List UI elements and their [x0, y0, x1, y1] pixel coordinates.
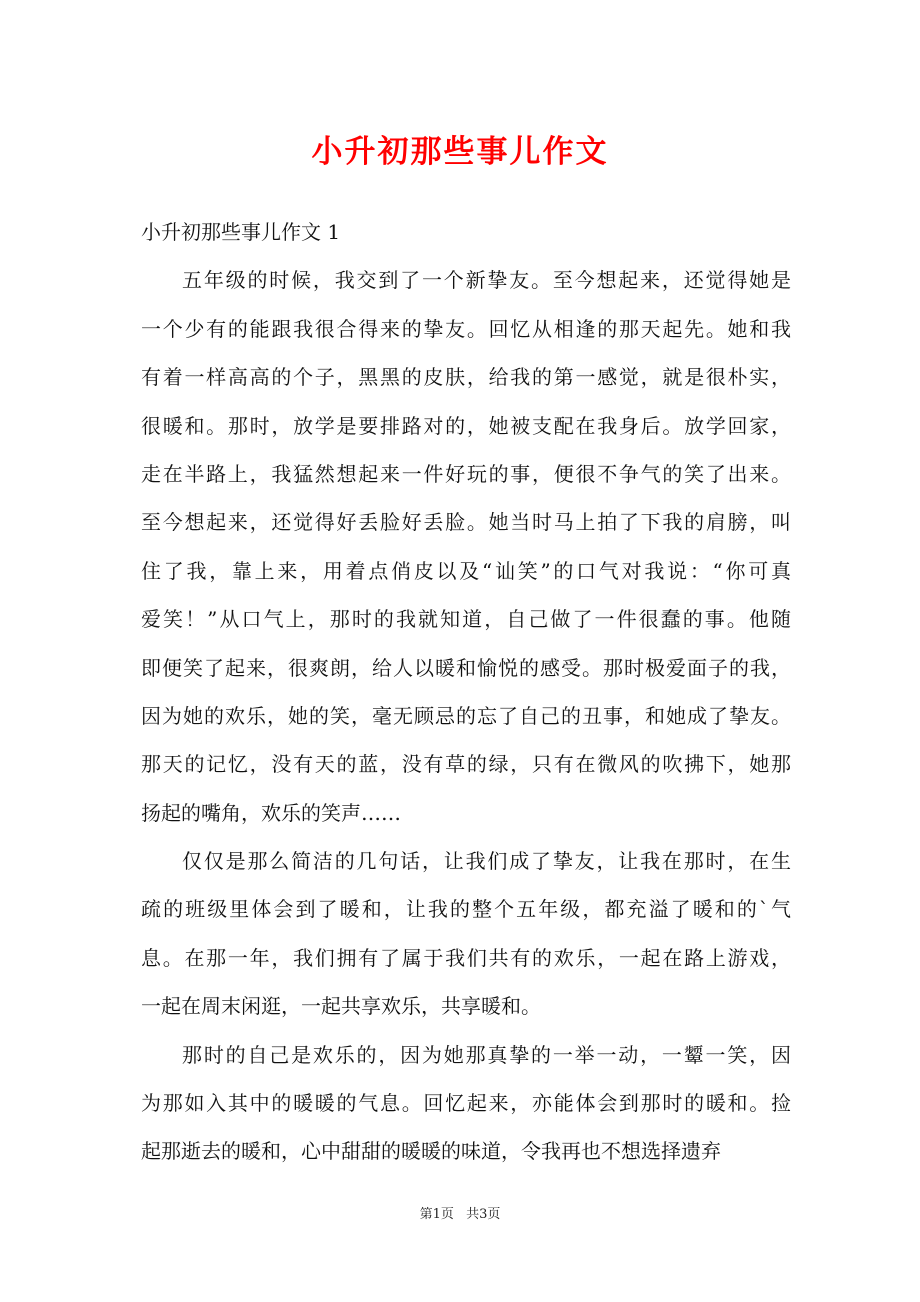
paragraph-line: 住了我，靠上来，用着点俏皮以及“讪笑”的口气对我说：“你可真	[141, 558, 791, 583]
section-heading: 小升初那些事儿作文 1	[141, 220, 341, 244]
paragraph-line: 息。在那一年，我们拥有了属于我们共有的欢乐，一起在路上游戏，	[141, 945, 791, 970]
paragraph-line: 为那如入其中的暖暖的气息。回忆起来，亦能体会到那时的暖和。捡	[141, 1091, 791, 1116]
paragraph-line: 疏的班级里体会到了暖和，让我的整个五年级，都充溢了暖和的`气	[141, 897, 791, 922]
paragraph-line: 很暖和。那时，放学是要排路对的，她被支配在我身后。放学回家，	[141, 413, 791, 438]
paragraph-line: 起那逝去的暖和，心中甜甜的暖暖的味道，令我再也不想选择遗弃	[141, 1139, 721, 1164]
paragraph-line: 一个少有的能跟我很合得来的挚友。回忆从相逢的那天起先。她和我	[141, 316, 791, 341]
paragraph-line: 那天的记忆，没有天的蓝，没有草的绿，只有在微风的吹拂下，她那	[141, 752, 791, 777]
page-number: 第1页	[419, 1207, 454, 1222]
paragraph-line: 有着一样高高的个子，黑黑的皮肤，给我的第一感觉，就是很朴实，	[141, 365, 791, 390]
paragraph-line: 爱笑！”从口气上，那时的我就知道，自己做了一件很蠢的事。他随	[141, 607, 791, 632]
page-total: 共3页	[466, 1207, 501, 1222]
paragraph-line: 即便笑了起来，很爽朗，给人以暖和愉悦的感受。那时极爱面子的我，	[141, 655, 791, 680]
paragraphs	[141, 256, 791, 1175]
paragraph-line: 五年级的时候，我交到了一个新挚友。至今想起来，还觉得她是	[182, 268, 791, 293]
document-body	[141, 208, 791, 1176]
paragraph-line: 扬起的嘴角，欢乐的笑声……	[141, 800, 401, 825]
paragraph-line: 一起在周末闲逛，一起共享欢乐，共享暖和。	[141, 994, 541, 1019]
paragraph-line: 至今想起来，还觉得好丢脸好丢脸。她当时马上拍了下我的肩膀，叫	[141, 510, 791, 535]
paragraph-line: 仅仅是那么简洁的几句话，让我们成了挚友，让我在那时，在生	[182, 849, 791, 874]
paragraph-line: 走在半路上，我猛然想起来一件好玩的事，便很不争气的笑了出来。	[141, 461, 791, 486]
page-footer	[0, 1206, 920, 1224]
paragraph-line: 因为她的欢乐，她的笑，毫无顾忌的忘了自己的丑事，和她成了挚友。	[141, 703, 791, 728]
document-title: 小升初那些事儿作文	[311, 134, 609, 170]
paragraph-line: 那时的自己是欢乐的，因为她那真挚的一举一动，一颦一笑，因	[182, 1042, 791, 1067]
